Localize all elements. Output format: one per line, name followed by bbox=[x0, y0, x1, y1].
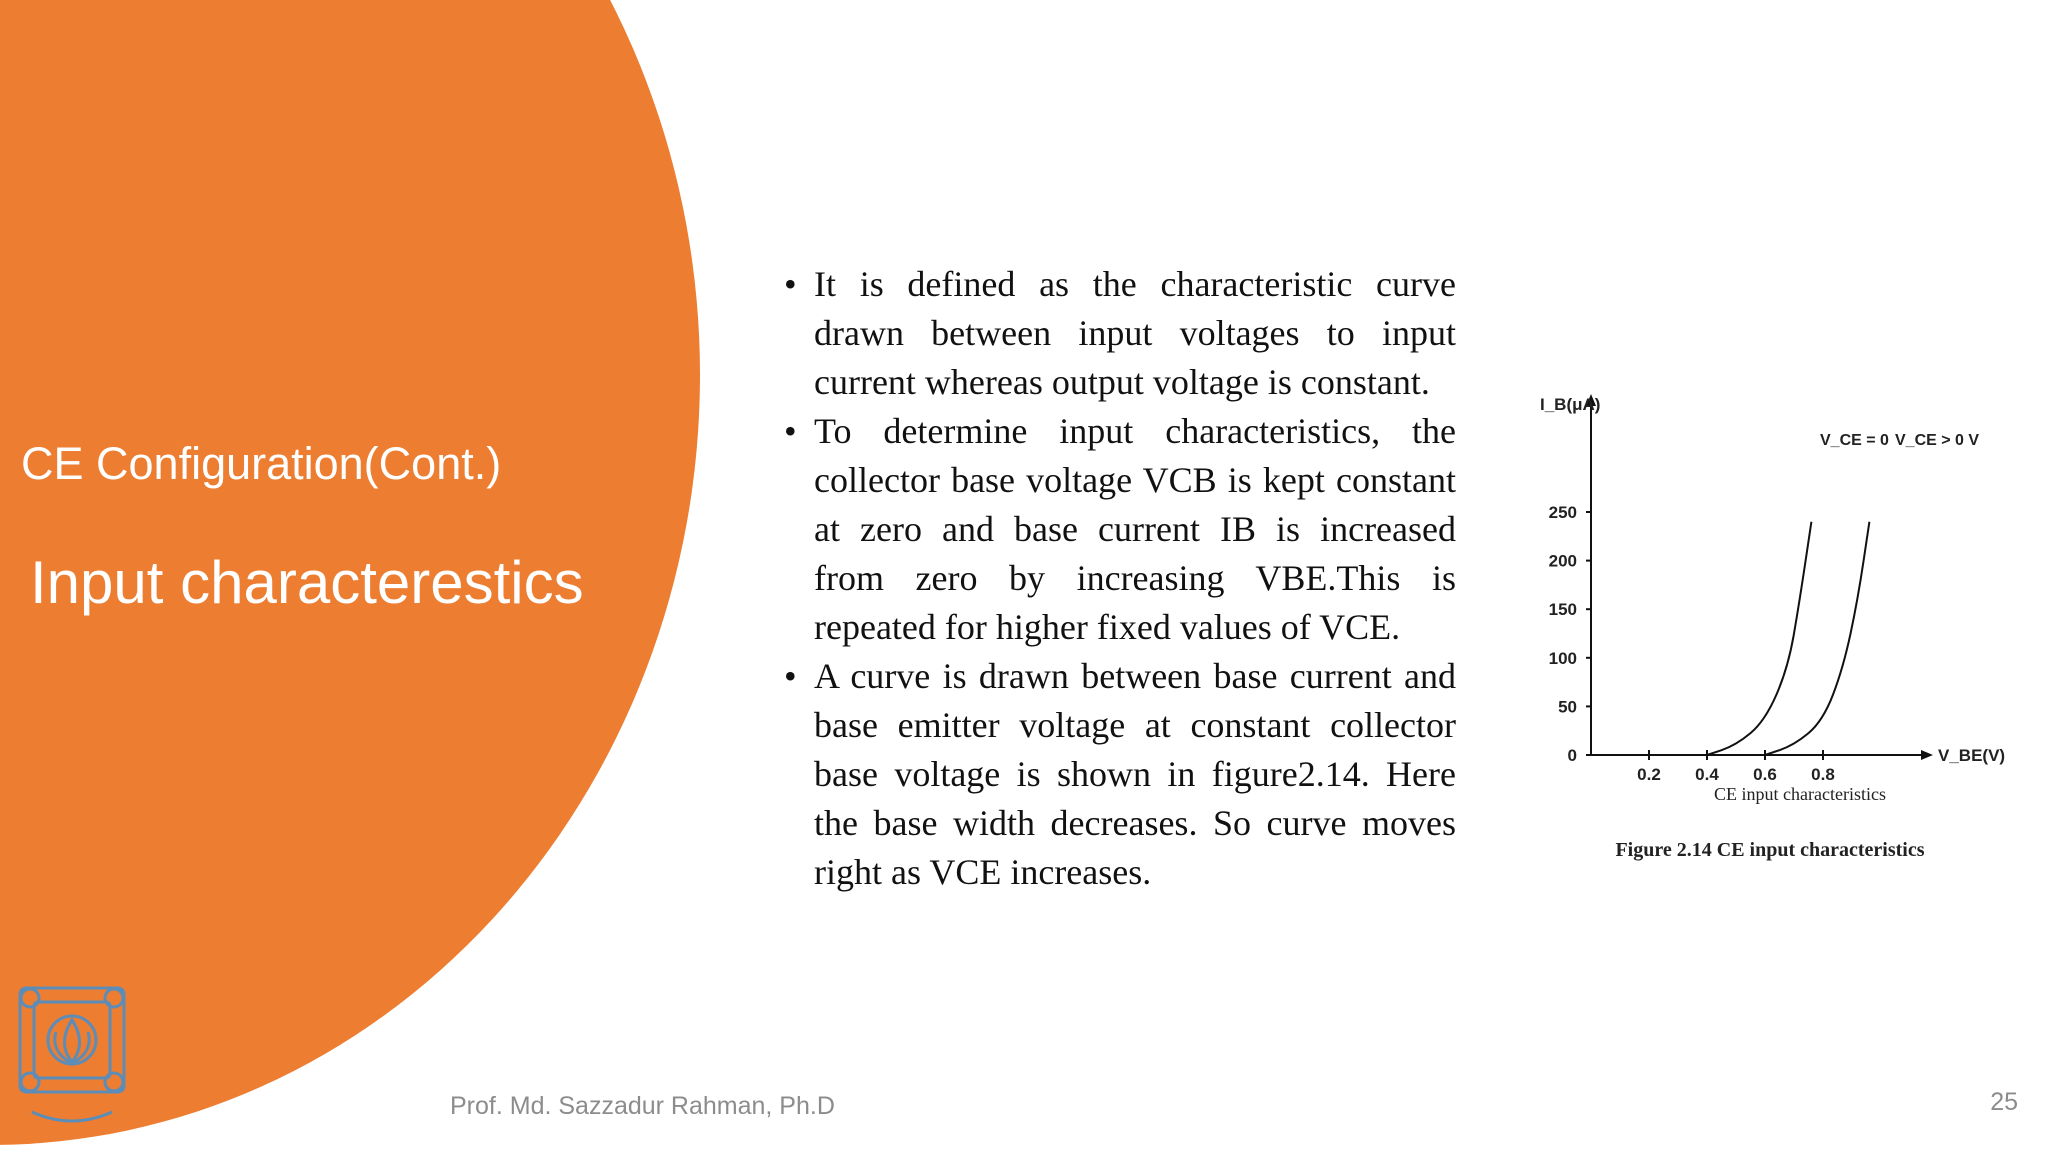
figure-caption: Figure 2.14 CE input characteristics bbox=[1615, 839, 1925, 861]
y-tick-label: 0 bbox=[1567, 746, 1577, 765]
x-axis-label: V_BE(V) bbox=[1938, 746, 2006, 765]
y-tick-label: 150 bbox=[1548, 600, 1577, 620]
x-tick-label: 0.4 bbox=[1695, 765, 1719, 784]
ce-input-characteristics-figure bbox=[1500, 380, 2020, 880]
y-tick-label: 250 bbox=[1548, 503, 1577, 522]
footer-author: Prof. Md. Sazzadur Rahman, Ph.D bbox=[450, 1092, 835, 1120]
bullet-dot-icon: • bbox=[784, 411, 797, 451]
curve1-label: V_CE = 0 bbox=[1820, 432, 1889, 449]
x-tick-label: 0.8 bbox=[1811, 765, 1835, 784]
bullet-dot-icon: • bbox=[784, 656, 797, 696]
inner-caption: CE input characteristics bbox=[1714, 784, 1886, 804]
bullet-text: It is defined as the characteristic curve drawn between input voltages to input current whereas output voltage is constant. bbox=[814, 264, 1456, 402]
x-tick-label: 0.2 bbox=[1637, 765, 1661, 784]
y-tick-labels bbox=[1549, 503, 1591, 765]
y-tick-label: 200 bbox=[1548, 551, 1577, 571]
x-axis-arrow-icon bbox=[1921, 750, 1933, 760]
bullet-item bbox=[784, 407, 1456, 652]
bullet-dot-icon: • bbox=[784, 264, 797, 304]
slide-title: Input characterestics bbox=[30, 549, 584, 616]
bullet-text: A curve is drawn between base current and base emitter voltage at constant collector base voltage is shown in figure2.14. Here the base width decreases. So curve moves right as VCE increases. bbox=[814, 656, 1456, 892]
university-logo bbox=[12, 980, 132, 1130]
page-number: 25 bbox=[1990, 1088, 2018, 1116]
bullet-list bbox=[784, 260, 1456, 897]
bullet-item bbox=[784, 260, 1456, 407]
bullet-text: To determine input characteristics, the collector base voltage VCB is kept constant at zero and base current IB is increased from zero by increasing VBE.This is repeated for higher fixed values of VCE. bbox=[814, 411, 1456, 647]
x-tick-label: 0.6 bbox=[1753, 765, 1777, 784]
curve-vce-0 bbox=[1707, 522, 1811, 755]
curve-vce-gt-0 bbox=[1765, 522, 1869, 755]
y-tick-label: 100 bbox=[1548, 648, 1577, 668]
y-axis-label: I_B(μA) bbox=[1540, 395, 1601, 414]
y-tick-label: 50 bbox=[1558, 697, 1577, 717]
slide-subtitle: CE Configuration(Cont.) bbox=[21, 438, 502, 489]
curve2-label: V_CE > 0 V bbox=[1895, 432, 1980, 449]
bullet-item bbox=[784, 652, 1456, 897]
